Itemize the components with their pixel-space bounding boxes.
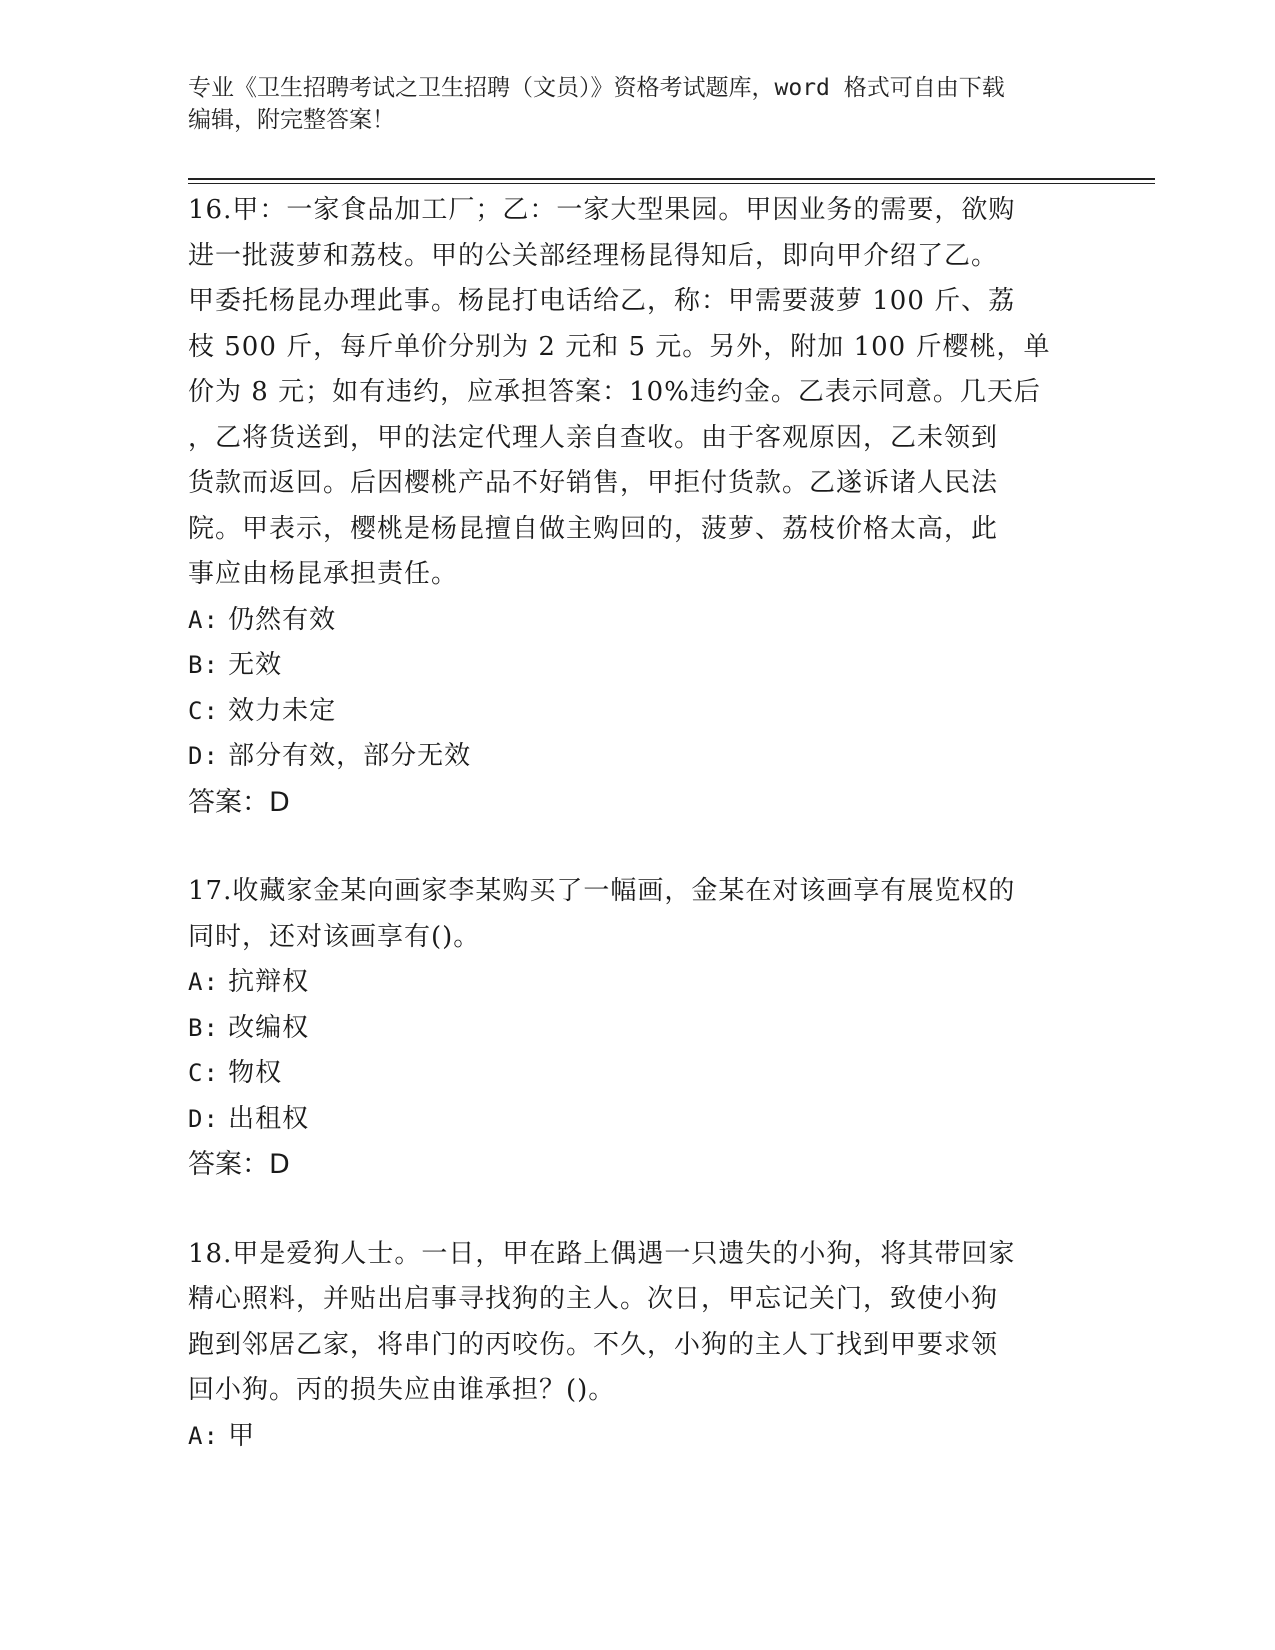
stem-line: 精心照料，并贴出启事寻找狗的主人。次日，甲忘记关门，致使小狗 <box>188 1284 999 1314</box>
option-text: 改编权 <box>228 1012 310 1043</box>
stem-line: ，乙将货送到，甲的法定代理人亲自查收。由于客观原因，乙未领到 <box>188 422 999 453</box>
option-text: 抗辩权 <box>228 967 310 997</box>
question-17 <box>188 869 1088 1188</box>
option-a <box>188 960 1088 1006</box>
header-line-1: 专业《卫生招聘考试之卫生招聘（文员）》资格考试题库，word 格式可自由下载 <box>188 75 1005 101</box>
option-key: B: <box>188 1013 219 1042</box>
question-16 <box>188 188 1088 825</box>
option-text: 仍然有效 <box>228 604 337 635</box>
option-key: B: <box>188 651 219 679</box>
question-stem <box>188 1232 1088 1414</box>
option-a <box>188 598 1088 644</box>
question-stem <box>188 869 1088 960</box>
option-text: 物权 <box>228 1058 283 1088</box>
option-list <box>188 1414 1088 1460</box>
header-line-2: 编辑，附完整答案！ <box>188 107 395 133</box>
option-c <box>188 1051 1088 1097</box>
question-list <box>188 188 1088 1503</box>
option-text: 出租权 <box>228 1103 310 1134</box>
option-text: 无效 <box>228 650 283 680</box>
option-key: A: <box>188 1421 219 1450</box>
option-text: 甲 <box>228 1420 256 1451</box>
stem-line: 18.甲是爱狗人士。一日，甲在路上偶遇一只遗失的小狗，将其带回家 <box>188 1238 1016 1269</box>
stem-line: 回小狗。丙的损失应由谁承担？()。 <box>188 1375 616 1405</box>
stem-line: 枝 500 斤，每斤单价分别为 2 元和 5 元。另外，附加 100 斤樱桃，单 <box>188 331 1051 362</box>
stem-line: 院。甲表示，樱桃是杨昆擅自做主购回的，菠萝、荔枝价格太高，此 <box>188 513 999 544</box>
option-key: D: <box>188 742 219 770</box>
option-d <box>188 1097 1088 1143</box>
option-text: 效力未定 <box>228 695 337 726</box>
document-header <box>188 72 1088 136</box>
stem-line: 跑到邻居乙家，将串门的丙咬伤。不久，小狗的主人丁找到甲要求领 <box>188 1329 999 1360</box>
option-a <box>188 1414 1088 1460</box>
option-list <box>188 960 1088 1142</box>
question-18 <box>188 1232 1088 1460</box>
option-key: C: <box>188 1059 219 1087</box>
question-stem <box>188 188 1088 598</box>
header-divider-thin <box>188 183 1155 184</box>
option-key: A: <box>188 605 219 634</box>
answer-line: 答案：D <box>188 786 290 818</box>
stem-line: 货款而返回。后因樱桃产品不好销售，甲拒付货款。乙遂诉诸人民法 <box>188 468 999 498</box>
option-list <box>188 598 1088 780</box>
option-b <box>188 1006 1088 1052</box>
header-divider-thick <box>188 178 1155 180</box>
stem-line: 同时，还对该画享有()。 <box>188 921 481 952</box>
option-c <box>188 689 1088 735</box>
stem-line: 16.甲：一家食品加工厂；乙：一家大型果园。甲因业务的需要，欲购 <box>188 195 1016 225</box>
stem-line: 17.收藏家金某向画家李某购买了一幅画，金某在对该画享有展览权的 <box>188 876 1016 906</box>
option-key: C: <box>188 696 219 725</box>
answer-line: 答案：D <box>188 1149 290 1180</box>
option-key: A: <box>188 968 219 996</box>
stem-line: 价为 8 元；如有违约，应承担答案：10%违约金。乙表示同意。几天后 <box>188 377 1041 407</box>
stem-line: 甲委托杨昆办理此事。杨昆打电话给乙，称：甲需要菠萝 100 斤、荔 <box>188 286 1016 316</box>
option-d <box>188 734 1088 780</box>
option-key: D: <box>188 1104 219 1133</box>
option-b <box>188 643 1088 689</box>
stem-line: 进一批菠萝和荔枝。甲的公关部经理杨昆得知后，即向甲介绍了乙。 <box>188 240 999 271</box>
stem-line: 事应由杨昆承担责任。 <box>188 559 459 589</box>
option-text: 部分有效，部分无效 <box>228 741 472 771</box>
